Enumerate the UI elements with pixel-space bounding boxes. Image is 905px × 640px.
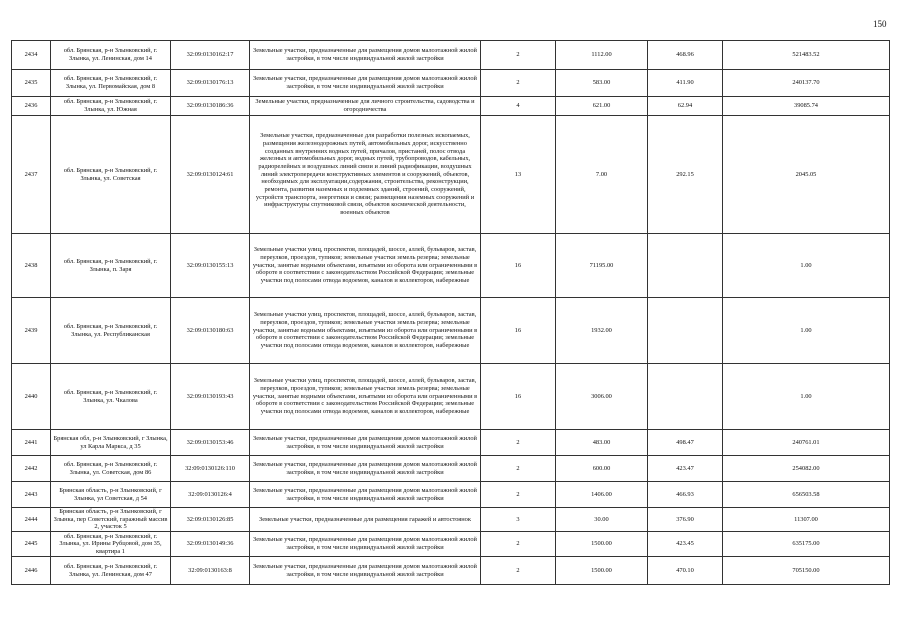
row-number: 2434 <box>12 41 51 70</box>
specific-value-cell: 470.10 <box>648 557 723 585</box>
specific-value-cell: 423.47 <box>648 456 723 482</box>
group-cell: 2 <box>481 532 556 557</box>
cadastral-number-cell: 32:09:0130176:13 <box>171 70 250 97</box>
area-cell: 621.00 <box>556 97 648 116</box>
table-row <box>12 482 890 508</box>
cadastral-number-cell: 32:09:0130126:4 <box>171 482 250 508</box>
cadastral-number-cell: 32:09:0130180:63 <box>171 298 250 364</box>
group-cell: 16 <box>481 364 556 430</box>
cadastral-number-cell: 32:09:0130124:61 <box>171 116 250 234</box>
cadastral-value-cell: 635175.00 <box>723 532 890 557</box>
group-cell: 2 <box>481 41 556 70</box>
cadastral-number-cell: 32:09:0130163:8 <box>171 557 250 585</box>
group-cell: 16 <box>481 298 556 364</box>
land-use-cell: Земельные участки, предназначенные для размещения домов малоэтажной жилой застройки, в том числе индивидуальной жилой застройки <box>250 557 481 585</box>
area-cell: 30.00 <box>556 508 648 532</box>
row-number: 2446 <box>12 557 51 585</box>
table-row <box>12 116 890 234</box>
land-use-cell: Земельные участки, предназначенные для размещения домов малоэтажной жилой застройки, в том числе индивидуальной жилой застройки <box>250 70 481 97</box>
area-cell: 3006.00 <box>556 364 648 430</box>
address-cell: Брянская обл, р-н Злынковский, г Злынка, ул Карла Маркса, д 35 <box>51 430 171 456</box>
cadastral-number-cell: 32:09:0130155:13 <box>171 234 250 298</box>
area-cell: 600.00 <box>556 456 648 482</box>
cadastral-number-cell: 32:09:0130126:85 <box>171 508 250 532</box>
specific-value-cell: 498.47 <box>648 430 723 456</box>
specific-value-cell: 376.90 <box>648 508 723 532</box>
land-use-cell: Земельные участки, предназначенные для размещения домов малоэтажной жилой застройки, в том числе индивидуальной жилой застройки <box>250 41 481 70</box>
group-cell: 2 <box>481 482 556 508</box>
table-row <box>12 298 890 364</box>
address-cell: Брянская область, р-н Злынковский, г Злынка, ул Советская, д 54 <box>51 482 171 508</box>
specific-value-cell <box>648 364 723 430</box>
cadastral-number-cell: 32:09:0130149:36 <box>171 532 250 557</box>
land-use-cell: Земельные участки, предназначенные для размещения гаражей и автостоянок <box>250 508 481 532</box>
land-use-cell: Земельные участки, предназначенные для личного строительства, садоводства и огородничества <box>250 97 481 116</box>
cadastral-value-cell: 1.00 <box>723 234 890 298</box>
cadastral-value-cell: 11307.00 <box>723 508 890 532</box>
row-number: 2438 <box>12 234 51 298</box>
area-cell: 483.00 <box>556 430 648 456</box>
group-cell: 13 <box>481 116 556 234</box>
table-row <box>12 70 890 97</box>
row-number: 2435 <box>12 70 51 97</box>
specific-value-cell <box>648 298 723 364</box>
cadastral-number-cell: 32:09:0130193:43 <box>171 364 250 430</box>
land-use-cell: Земельные участки улиц, проспектов, площадей, шоссе, аллей, бульваров, застав, переулков, проездов, тупиков; земельные участки земель резерва; земельные участки, занятые водными объектами, изъятыми из оборота или ограниченными в обороте в соответствии с законодательством Российской Федерации; земельные участки под полосами отвода водоемов, каналов и коллекторов, набережные <box>250 364 481 430</box>
row-number: 2436 <box>12 97 51 116</box>
row-number: 2437 <box>12 116 51 234</box>
area-cell: 1500.00 <box>556 532 648 557</box>
group-cell: 4 <box>481 97 556 116</box>
area-cell: 1112.00 <box>556 41 648 70</box>
group-cell: 2 <box>481 70 556 97</box>
address-cell: обл. Брянская, р-н Злынковский, г. Злынка, ул. Советская <box>51 116 171 234</box>
table-row <box>12 532 890 557</box>
land-use-cell: Земельные участки, предназначенные для размещения домов малоэтажной жилой застройки, в том числе индивидуальной жилой застройки <box>250 482 481 508</box>
specific-value-cell: 468.96 <box>648 41 723 70</box>
row-number: 2444 <box>12 508 51 532</box>
cadastral-value-cell: 254082.00 <box>723 456 890 482</box>
row-number: 2441 <box>12 430 51 456</box>
group-cell: 3 <box>481 508 556 532</box>
land-use-cell: Земельные участки, предназначенные для размещения домов малоэтажной жилой застройки, в том числе индивидуальной жилой застройки <box>250 532 481 557</box>
cadastral-value-cell: 521483.52 <box>723 41 890 70</box>
row-number: 2442 <box>12 456 51 482</box>
address-cell: обл. Брянская, р-н Злынковский, г. Злынка, ул. Ленинская, дом 47 <box>51 557 171 585</box>
cadastral-value-cell: 39085.74 <box>723 97 890 116</box>
cadastral-value-cell: 1.00 <box>723 298 890 364</box>
address-cell: обл. Брянская, р-н Злынковский, г. Злынка, ул. Южная <box>51 97 171 116</box>
page-number: 150 <box>873 19 887 29</box>
land-use-cell: Земельные участки улиц, проспектов, площадей, шоссе, аллей, бульваров, застав, переулков, проездов, тупиков; земельные участки земель резерва; земельные участки, занятые водными объектами, изъятыми из оборота или ограниченными в обороте в соответствии с законодательством Российской Федерации; земельные участки под полосами отвода водоемов, каналов и коллекторов, набережные <box>250 298 481 364</box>
cadastral-value-cell: 240761.01 <box>723 430 890 456</box>
group-cell: 16 <box>481 234 556 298</box>
table-row <box>12 557 890 585</box>
table-row <box>12 234 890 298</box>
cadastral-value-cell: 240137.70 <box>723 70 890 97</box>
cadastral-value-table <box>11 40 890 585</box>
table-row <box>12 41 890 70</box>
land-use-cell: Земельные участки, предназначенные для разработки полезных ископаемых, размещения железнодорожных путей, автомобильных дорог, искусственно созданных внутренних водных путей, причалов, пристаней, полос отвода железных и автомобильных дорог, водных путей, трубопроводов, кабельных, радиорелейных и воздушных линий связи и линий радиофикации, воздушных линий электропередачи конструктивных элементов и сооружений, объектов, необходимых для эксплуатации,содержания, строительства, реконструкции, ремонта, развития наземных и подземных зданий, строений, сооружений, устройств транспорта, энергетики и связи; размещения наземных сооружений и инфраструктуры спутниковой связи, объектов космической деятельности, военных объектов <box>250 116 481 234</box>
cadastral-value-cell: 2045.05 <box>723 116 890 234</box>
address-cell: обл. Брянская, р-н Злынковский, г. Злынка, ул. Первомайская, дом 8 <box>51 70 171 97</box>
address-cell: обл. Брянская, р-н Злынковский, г. Злынка, ул. Республиканская <box>51 298 171 364</box>
specific-value-cell: 423.45 <box>648 532 723 557</box>
area-cell: 1500.00 <box>556 557 648 585</box>
area-cell: 583.00 <box>556 70 648 97</box>
cadastral-value-cell: 1.00 <box>723 364 890 430</box>
row-number: 2439 <box>12 298 51 364</box>
row-number: 2445 <box>12 532 51 557</box>
table-row <box>12 364 890 430</box>
cadastral-number-cell: 32:09:0130153:46 <box>171 430 250 456</box>
area-cell: 71195.00 <box>556 234 648 298</box>
cadastral-value-cell: 705150.00 <box>723 557 890 585</box>
cadastral-number-cell: 32:09:0130186:36 <box>171 97 250 116</box>
cadastral-number-cell: 32:09:0130162:17 <box>171 41 250 70</box>
address-cell: обл. Брянская, р-н Злынковский, г. Злынка, ул. Ленинская, дом 14 <box>51 41 171 70</box>
row-number: 2443 <box>12 482 51 508</box>
specific-value-cell: 62.94 <box>648 97 723 116</box>
table-row <box>12 430 890 456</box>
address-cell: обл. Брянская, р-н Злынковский, г. Злынка, ул. Чкалова <box>51 364 171 430</box>
table-row <box>12 508 890 532</box>
group-cell: 2 <box>481 557 556 585</box>
group-cell: 2 <box>481 430 556 456</box>
table-row <box>12 456 890 482</box>
specific-value-cell <box>648 234 723 298</box>
cadastral-number-cell: 32:09:0130126:110 <box>171 456 250 482</box>
address-cell: обл. Брянская, р-н Злынковский, г. Злынка, ул. Ирины Рубцовой, дом 35, квартира 1 <box>51 532 171 557</box>
group-cell: 2 <box>481 456 556 482</box>
address-cell: Брянская область, р-н Злынковский, г Злынка, пер Советский, гаражный массив 2, участок 5 <box>51 508 171 532</box>
area-cell: 7.00 <box>556 116 648 234</box>
table-row <box>12 97 890 116</box>
area-cell: 1932.00 <box>556 298 648 364</box>
cadastral-value-cell: 656503.58 <box>723 482 890 508</box>
row-number: 2440 <box>12 364 51 430</box>
land-use-cell: Земельные участки улиц, проспектов, площадей, шоссе, аллей, бульваров, застав, переулков, проездов, тупиков; земельные участки земель резерва; земельные участки, занятые водными объектами, изъятыми из оборота или ограниченными в обороте в соответствии с законодательством Российской Федерации; земельные участки под полосами отвода водоемов, каналов и коллекторов, набережные <box>250 234 481 298</box>
specific-value-cell: 292.15 <box>648 116 723 234</box>
land-use-cell: Земельные участки, предназначенные для размещения домов малоэтажной жилой застройки, в том числе индивидуальной жилой застройки <box>250 430 481 456</box>
address-cell: обл. Брянская, р-н Злынковский, г. Злынка, ул. Советская, дом 86 <box>51 456 171 482</box>
address-cell: обл. Брянская, р-н Злынковский, г. Злынка, п. Заря <box>51 234 171 298</box>
specific-value-cell: 466.93 <box>648 482 723 508</box>
specific-value-cell: 411.90 <box>648 70 723 97</box>
land-use-cell: Земельные участки, предназначенные для размещения домов малоэтажной жилой застройки, в том числе индивидуальной жилой застройки <box>250 456 481 482</box>
area-cell: 1406.00 <box>556 482 648 508</box>
